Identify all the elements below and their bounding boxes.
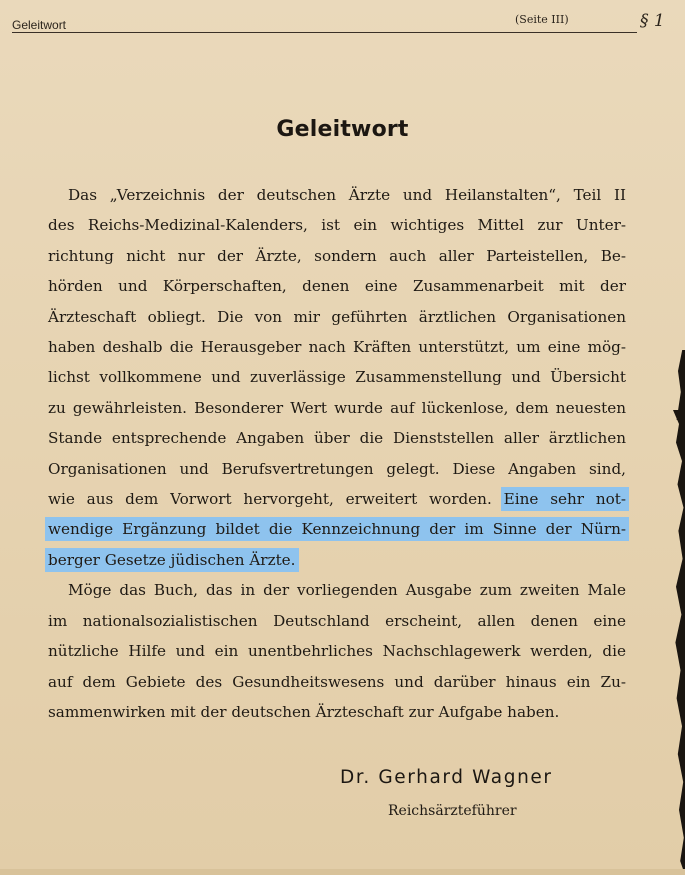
text-line: Stande entsprechende Angaben über die Dienststellen aller ärztlichen (48, 429, 626, 448)
text-line (48, 484, 626, 514)
highlighted-text: wendige Ergänzung bildet die Kennzeichnung der im Sinne der Nürn- (48, 520, 626, 539)
text-line: haben deshalb die Herausgeber nach Kräften unterstützt, um eine mög- (48, 338, 626, 357)
highlighted-text: Eine sehr not- (503, 490, 627, 509)
text-line: auf dem Gebiete des Gesundheitswesens und darüber hinaus ein Zu- (48, 672, 626, 691)
text-line: Organisationen und Berufsvertretungen gelegt. Diese Angaben sind, (48, 459, 626, 478)
text-segment: wie aus dem Vorwort hervorgeht, erweitert worden. (48, 490, 492, 509)
page-header (12, 8, 665, 33)
text-line (48, 545, 626, 575)
text-line: nützliche Hilfe und ein unentbehrliches Nachschlagewerk werden, die (48, 642, 626, 661)
text-line: lichst vollkommene und zuverlässige Zusammenstellung und Übersicht (48, 368, 626, 387)
page-title: Geleitwort (276, 117, 409, 142)
torn-paper-edge (655, 410, 685, 875)
text-line: Möge das Buch, das in der vorliegenden Ausgabe zum zweiten Male (68, 581, 626, 600)
text-line: richtung nicht nur der Ärzte, sondern auch aller Parteistellen, Be- (48, 246, 626, 265)
text-line: Ärzteschaft obliegt. Die von mir geführten ärztlichen Organisationen (48, 307, 626, 326)
section-number: § 1 (640, 11, 665, 31)
signature-role: Reichsärzteführer (388, 803, 517, 819)
page-bottom-edge (0, 869, 685, 875)
text-line (48, 514, 626, 544)
text-line: zu gewährleisten. Besonderer Wert wurde auf lückenlose, dem neuesten (48, 398, 626, 417)
text-line: Das „Verzeichnis der deutschen Ärzte und Heilanstalten“, Teil II (68, 186, 626, 204)
body-text (48, 180, 626, 727)
text-line: des Reichs-Medizinal-Kalenders, ist ein wichtiges Mittel zur Unter- (48, 216, 626, 235)
text-line: im nationalsozialistischen Deutschland erscheint, allen denen eine (48, 611, 626, 630)
page-reference: (Seite III) (515, 13, 569, 26)
torn-edge-top (671, 350, 685, 420)
signature-name: Dr. Gerhard Wagner (340, 767, 553, 788)
running-head: Geleitwort (12, 18, 67, 32)
text-line: hörden und Körperschaften, denen eine Zusammenarbeit mit der (48, 277, 626, 296)
highlighted-text: berger Gesetze jüdischen Ärzte. (48, 550, 296, 569)
text-line: sammenwirken mit der deutschen Ärzteschaft zur Aufgabe haben. (48, 702, 560, 721)
